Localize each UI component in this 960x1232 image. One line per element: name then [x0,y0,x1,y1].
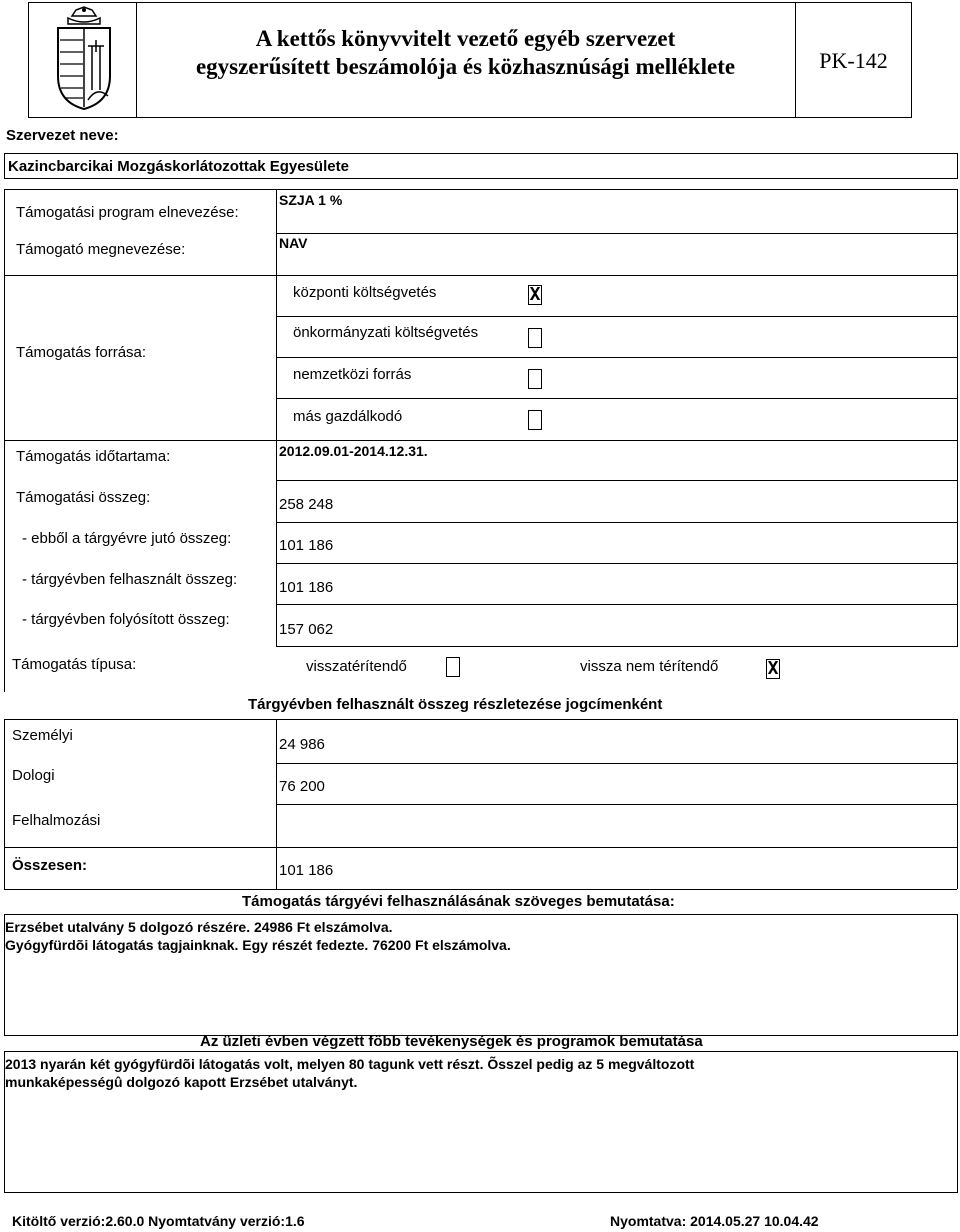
row-line-src1 [276,316,957,317]
type-refundable-checkbox[interactable] [446,657,460,677]
row-line-source [4,440,957,441]
duration-label: Támogatás időtartama: [16,448,171,465]
personal-value: 24 986 [279,736,325,753]
breakdown-top-line [4,719,957,720]
type-nonrefundable-label: vissza nem térítendő [580,658,719,675]
coat-of-arms-logo [52,6,116,110]
amount-label: Támogatási összeg: [16,489,151,506]
form-title-line2: egyszerűsített beszámolója és közhasznúsági melléklete [195,54,736,79]
year-share-label: - ebből a tárgyévre jutó összeg: [22,530,232,547]
program-name-label: Támogatási program elnevezése: [16,204,239,221]
material-value: 76 200 [279,778,325,795]
source-international-label: nemzetközi forrás [293,366,412,383]
footer-printed: Nyomtatva: 2014.05.27 10.04.42 [610,1213,819,1229]
total-label: Összesen: [12,857,88,874]
source-other-checkbox[interactable] [528,410,542,430]
total-value: 101 186 [279,862,334,879]
activities-heading: Az üzleti évben végzett főbb tevékenységek és programok bemutatása [200,1033,703,1050]
program-name-value: SZJA 1 % [279,192,343,208]
breakdown-right-border [957,719,958,889]
org-name-value: Kazincbarcikai Mozgáskorlátozottak Egyesülete [8,158,349,175]
row-line-used [276,604,957,605]
breakdown-bottom-line [4,889,957,890]
breakdown-line-1 [276,763,957,764]
row-line-yearshare [276,563,957,564]
usage-heading: Támogatás tárgyévi felhasználásának szöveges bemutatása: [242,893,675,910]
source-municipal-label: önkormányzati költségvetés [293,324,479,341]
row-line-duration [276,480,957,481]
row-line-top [4,189,957,190]
type-refundable-label: visszatérítendő [306,658,407,675]
duration-value: 2012.09.01-2014.12.31. [279,443,428,459]
type-label: Támogatás típusa: [12,656,137,673]
type-nonrefundable-checkbox[interactable]: X [767,658,779,679]
row-line-src3 [276,398,957,399]
breakdown-line-3 [4,847,957,848]
donor-value: NAV [279,235,308,251]
activities-text-line2: munkaképességû dolgozó kapott Erzsébet utalványt. [5,1074,358,1090]
source-international-checkbox[interactable] [528,369,542,389]
footer-version: Kitöltő verzió:2.60.0 Nyomtatvány verzió:1.6 [12,1213,305,1229]
breakdown-left-border [4,719,5,889]
breakdown-line-2 [276,804,957,805]
source-central-label: központi költségvetés [293,284,437,301]
used-label: - tárgyévben felhasznált összeg: [22,571,238,588]
usage-text-line2: Gyógyfürdõi látogatás tagjainknak. Egy részét fedezte. 76200 Ft elszámolva. [5,937,511,953]
row-line-amount [276,522,957,523]
breakdown-heading: Tárgyévben felhasznált összeg részletezése jogcímenként [248,696,663,713]
capex-label: Felhalmozási [12,812,101,829]
form-title [136,25,795,81]
source-municipal-checkbox[interactable] [528,328,542,348]
paid-label: - tárgyévben folyósított összeg: [22,611,230,628]
row-line-src2 [276,357,957,358]
usage-text-line1: Erzsébet utalvány 5 dolgozó részére. 24986 Ft elszámolva. [5,919,393,935]
org-name-label: Szervezet neve: [6,127,119,144]
row-line-paid [276,646,957,647]
activities-text-line1: 2013 nyarán két gyógyfürdõi látogatás volt, melyen 80 tagunk vett részt. Õsszel pedig az 5 megváltozott [5,1056,695,1072]
source-label: Támogatás forrása: [16,344,147,361]
amount-value: 258 248 [279,496,334,513]
year-share-value: 101 186 [279,537,334,554]
material-label: Dologi [12,767,55,784]
source-central-checkbox[interactable]: X [529,284,541,305]
table-right-border [957,189,958,647]
personal-label: Személyi [12,727,73,744]
row-line-donor [4,275,957,276]
row-line-program [276,233,957,234]
table-mid-border [276,189,277,647]
donor-label: Támogató megnevezése: [16,241,186,258]
form-title-line1: A kettős könyvvitelt vezető egyéb szervezet [255,26,676,51]
used-value: 101 186 [279,579,334,596]
source-other-label: más gazdálkodó [293,408,403,425]
form-code: PK-142 [819,48,888,73]
paid-value: 157 062 [279,621,334,638]
